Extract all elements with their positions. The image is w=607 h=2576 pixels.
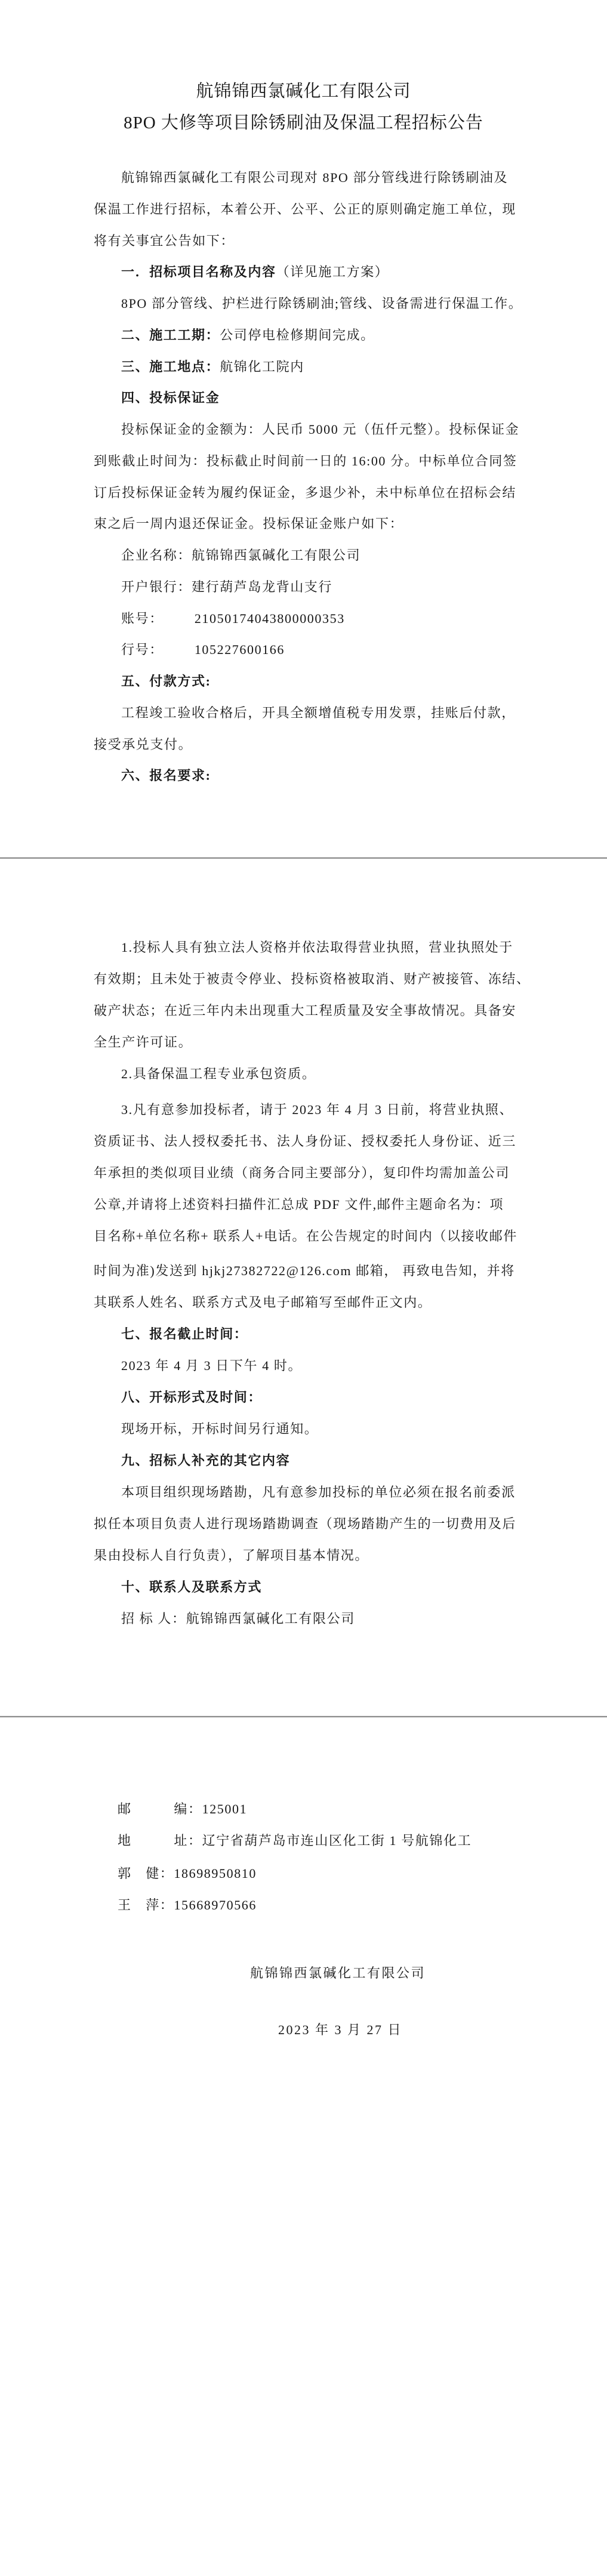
postal-code-line — [118, 1800, 247, 1818]
doc-line — [94, 515, 403, 533]
line-text: 接受承兑支付。 — [94, 737, 193, 752]
doc-line — [94, 1515, 516, 1533]
doc-line — [94, 1002, 516, 1020]
line-text: 2023 年 4 月 3 日下午 4 时。 — [121, 1358, 303, 1373]
line-text: 年承担的类似项目业绩（商务合同主要部分），复印件均需加盖公司 — [94, 1165, 510, 1180]
section-heading — [121, 1578, 262, 1596]
line-text: 其联系人姓名、联系方式及电子邮箱写至邮件正文内。 — [94, 1295, 432, 1310]
line-text: 郭 健：18698950810 — [118, 1866, 257, 1881]
doc-subtitle: 8PO 大修等项目除锈刷油及保温工程招标公告 — [124, 113, 483, 132]
line-text: 开户银行：建行葫芦岛龙背山支行 — [121, 579, 333, 594]
section-heading — [121, 358, 304, 376]
line-text: 航锦化工院内 — [220, 359, 304, 374]
contact-phone-line — [118, 1896, 257, 1914]
line-text: 目名称+单位名称+ 联系人+电话。在公告规定的时间内（以接收邮件 — [94, 1229, 517, 1244]
doc-line — [121, 1101, 513, 1119]
line-text: 王 萍：15668970566 — [118, 1898, 257, 1912]
bank-number: 105227600166 — [194, 642, 285, 657]
line-text: 3.凡有意参加投标者，请于 2023 年 4 月 3 日前，将营业执照、 — [121, 1102, 514, 1117]
section-heading — [121, 326, 375, 344]
page-1 — [0, 0, 607, 857]
line-text: 工程竣工验收合格后，开具全额增值税专用发票，挂账后付款， — [121, 705, 516, 720]
section-heading — [121, 389, 220, 407]
line-text: 1.投标人具有独立法人资格并依法取得营业执照，营业执照处于 — [121, 940, 513, 955]
doc-line — [94, 1547, 369, 1565]
account-number-line — [121, 610, 345, 628]
line-text: 到账截止时间为：投标截止时间前一日的 16:00 分。中标单位合同签 — [94, 454, 517, 468]
line-text: 果由投标人自行负责），了解项目基本情况。 — [94, 1548, 369, 1563]
doc-line — [121, 547, 360, 564]
line-text: 公章,并请将上述资料扫描件汇总成 PDF 文件,邮件主题命名为：项 — [94, 1197, 504, 1212]
page-3 — [0, 1717, 607, 2576]
heading-label: 七、报名截止时间： — [121, 1326, 248, 1341]
section-heading — [121, 1325, 248, 1343]
line-text: 航锦锦西氯碱化工有限公司现对 8PO 部分管线进行除锈刷油及 — [121, 170, 509, 185]
doc-line — [94, 452, 517, 470]
line-text: 现场开标，开标时间另行通知。 — [121, 1421, 319, 1436]
signature-date: 2023 年 3 月 27 日 — [278, 2022, 403, 2037]
heading-label: 六、报名要求: — [121, 768, 211, 783]
doc-line — [121, 421, 519, 439]
line-text: 招 标 人：航锦锦西氯碱化工有限公司 — [121, 1611, 355, 1626]
heading-label: 二、施工工期： — [121, 328, 220, 343]
doc-line — [121, 704, 516, 722]
section-heading — [121, 672, 211, 690]
heading-label: 八、开标形式及时间： — [121, 1390, 263, 1405]
heading-label: 十、联系人及联系方式 — [121, 1579, 263, 1594]
address-line — [118, 1832, 472, 1850]
signature-company: 航锦锦西氯碱化工有限公司 — [250, 1966, 426, 1980]
line-text: 邮 编：125001 — [118, 1801, 248, 1816]
doc-line — [121, 1483, 516, 1501]
account-number: 21050174043800000353 — [194, 611, 345, 626]
section-heading — [121, 263, 389, 281]
section-heading — [121, 767, 211, 785]
contact-phone-line — [118, 1865, 257, 1883]
heading-label: 三、施工地点： — [121, 359, 220, 374]
line-text: 时间为准)发送到 hjkj27382722@126.com 邮箱， 再致电告知，并将 — [94, 1263, 515, 1278]
doc-line — [121, 1065, 316, 1083]
line-text: 破产状态；在近三年内未出现重大工程质量及安全事故情况。具备安 — [94, 1003, 517, 1018]
line-text: 束之后一周内退还保证金。投标保证金账户如下： — [94, 516, 404, 531]
line-text: 行号： — [121, 642, 164, 657]
heading-label: 一．招标项目名称及内容 — [121, 264, 276, 279]
tenderee-line — [121, 1610, 355, 1628]
bank-number-line — [121, 641, 285, 659]
doc-line — [121, 1420, 318, 1438]
heading-label: 五、付款方式: — [121, 674, 211, 689]
doc-line — [94, 484, 516, 502]
doc-line — [94, 1034, 192, 1051]
line-text: 投标保证金的金额为：人民币 5000 元（伍仟元整）。投标保证金 — [121, 422, 520, 437]
doc-line — [94, 1227, 517, 1245]
doc-line — [94, 1294, 432, 1312]
doc-line — [94, 200, 516, 218]
line-text: 将有关事宜公告如下： — [94, 233, 235, 248]
doc-line — [121, 295, 522, 313]
page-2 — [0, 859, 607, 1716]
section-heading — [121, 1452, 290, 1470]
doc-line — [94, 736, 192, 754]
line-text: 公司停电检修期间完成。 — [220, 328, 375, 343]
line-text: 保温工作进行招标，本着公开、公平、公正的原则确定施工单位，现 — [94, 202, 517, 217]
doc-line — [121, 169, 508, 187]
line-text: 拟任本项目负责人进行现场踏勘调查（现场踏勘产生的一切费用及后 — [94, 1516, 517, 1531]
line-text: 全生产许可证。 — [94, 1035, 193, 1050]
doc-line — [94, 1133, 516, 1150]
deadline-line — [121, 1357, 302, 1375]
heading-label: 九、招标人补充的其它内容 — [121, 1453, 291, 1468]
line-text: 2.具备保温工程专业承包资质。 — [121, 1066, 316, 1081]
line-text: 本项目组织现场踏勘，凡有意参加投标的单位必须在报名前委派 — [121, 1485, 516, 1500]
doc-line — [94, 232, 235, 250]
doc-line — [94, 970, 531, 988]
line-text: 资质证书、法人授权委托书、法人身份证、授权委托人身份证、近三 — [94, 1134, 517, 1149]
heading-label: 四、投标保证金 — [121, 390, 220, 405]
doc-line — [121, 578, 332, 596]
line-text: 8PO 部分管线、护栏进行除锈刷油;管线、设备需进行保温工作。 — [121, 296, 523, 311]
line-text: 企业名称：航锦锦西氯碱化工有限公司 — [121, 548, 361, 563]
line-text: 订后投标保证金转为履约保证金，多退少补，未中标单位在招标会结 — [94, 485, 517, 500]
line-text: 地 址：辽宁省葫芦岛市连山区化工街 1 号航锦化工 — [118, 1833, 472, 1848]
section-heading — [121, 1389, 262, 1406]
line-text: 有效期；且未处于被责令停业、投标资格被取消、财产被接管、冻结、 — [94, 971, 531, 986]
doc-line — [94, 1164, 510, 1182]
email-line — [94, 1262, 515, 1280]
line-text: （详见施工方案） — [276, 264, 389, 279]
line-text: 账号： — [121, 611, 164, 626]
doc-line — [121, 939, 513, 957]
doc-line — [94, 1196, 504, 1214]
doc-title: 航锦锦西氯碱化工有限公司 — [196, 82, 411, 101]
